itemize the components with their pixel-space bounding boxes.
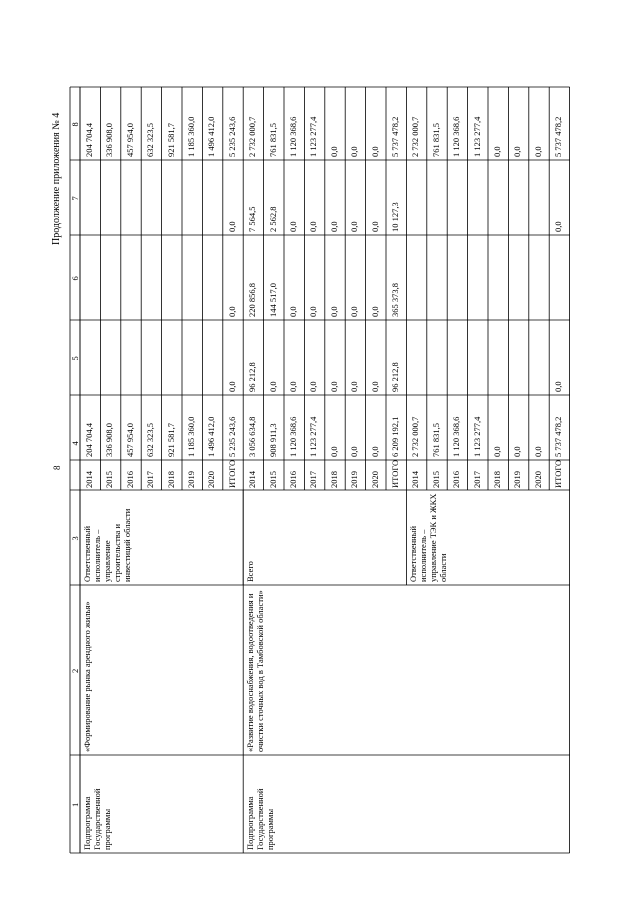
value-cell-v8: 5 737 478,2 [553, 116, 564, 157]
table-grid [50, 85, 595, 855]
value-cell-v8: 0,0 [492, 146, 502, 157]
value-cell-v8: 761 831,5 [430, 123, 441, 157]
value-cell-v4: 204 704,4 [84, 423, 94, 457]
column-number-5: 5 [70, 356, 80, 361]
value-cell-v4: 2 732 000,7 [410, 416, 421, 457]
value-cell-v4: 5 737 478,2 [553, 416, 564, 457]
value-cell-v8: 336 908,0 [104, 123, 115, 157]
value-cell-v8: 5 235 243,6 [226, 116, 237, 157]
value-cell-v5: 96 212,8 [390, 362, 400, 392]
executor-label: Ответственный исполнитель – управление строительства и инвестиций области [82, 508, 132, 582]
value-cell-v8: 1 185 360,0 [186, 116, 196, 157]
value-cell-v4: 1 185 360,0 [186, 416, 196, 457]
value-cell-v8: 5 737 478,2 [390, 116, 400, 157]
subprogram-label: Подпрограмма Государственной программы [245, 788, 276, 850]
column-number-1: 1 [70, 802, 80, 807]
value-cell-v8: 2 732 000,7 [247, 116, 258, 157]
executor-label: Всего [245, 561, 256, 582]
value-cell-v5: 0,0 [288, 381, 298, 392]
value-cell-v5: 96 212,8 [247, 362, 258, 392]
value-cell-v4: 0,0 [328, 446, 339, 457]
value-cell-v8: 1 120 368,6 [288, 116, 298, 157]
value-cell-v8: 457 954,0 [124, 123, 135, 157]
value-cell-v4: 632 323,5 [145, 423, 156, 457]
value-cell-v5: 0,0 [267, 381, 278, 392]
year-cell: 2014 [410, 471, 421, 488]
value-cell-v4: 908 911,3 [267, 423, 278, 457]
column-number-6: 6 [70, 276, 80, 281]
value-cell-v5: 0,0 [369, 381, 380, 392]
value-cell-v6: 0,0 [226, 306, 237, 317]
value-cell-v6: 0,0 [369, 306, 380, 317]
value-cell-v7: 0,0 [226, 221, 237, 232]
column-number-8: 8 [70, 122, 80, 127]
value-cell-v4: 0,0 [369, 446, 380, 457]
value-cell-v6: 0,0 [328, 306, 339, 317]
year-cell: 2019 [349, 471, 360, 488]
value-cell-v4: 5 235 243,6 [226, 416, 237, 457]
subprogram-label: Подпрограмма Государственной программы [82, 788, 112, 850]
value-cell-v8: 1 120 368,6 [451, 116, 462, 157]
value-cell-v8: 632 323,5 [145, 123, 156, 157]
value-cell-v6: 365 373,8 [390, 283, 400, 317]
year-cell: ИТОГО [553, 459, 564, 488]
value-cell-v4: 0,0 [512, 446, 523, 457]
column-number-4: 4 [70, 441, 80, 446]
value-cell-v6: 0,0 [349, 306, 360, 317]
value-cell-v6: 0,0 [288, 306, 298, 317]
value-cell-v8: 0,0 [512, 146, 523, 157]
value-cell-v4: 1 123 277,4 [308, 416, 319, 457]
value-cell-v6: 220 856,8 [247, 283, 258, 317]
page-number: 8 [52, 465, 62, 470]
year-cell: 2019 [186, 471, 196, 488]
value-cell-v4: 0,0 [492, 446, 502, 457]
executor-label: Ответственный исполнитель – управление ТЭК и ЖКХ области [408, 493, 449, 582]
value-cell-v6: 0,0 [308, 306, 319, 317]
value-cell-v5: 0,0 [553, 381, 564, 392]
value-cell-v4: 6 209 192,1 [390, 416, 400, 457]
value-cell-v7: 0,0 [369, 221, 380, 232]
year-cell: 2019 [512, 471, 523, 488]
value-cell-v7: 2 562,8 [267, 206, 278, 232]
value-cell-v4: 1 123 277,4 [471, 416, 482, 457]
value-cell-v8: 1 123 277,4 [471, 116, 482, 157]
value-cell-v8: 204 704,4 [84, 123, 94, 157]
value-cell-v8: 761 831,5 [267, 123, 278, 157]
value-cell-v7: 0,0 [328, 221, 339, 232]
year-cell: 2015 [267, 471, 278, 488]
year-cell: 2020 [206, 471, 217, 488]
value-cell-v8: 0,0 [349, 146, 360, 157]
year-cell: 2018 [165, 471, 176, 488]
value-cell-v5: 0,0 [328, 381, 339, 392]
value-cell-v7: 0,0 [308, 221, 319, 232]
value-cell-v8: 921 581,7 [165, 123, 176, 157]
subprogram-name: «Развитие водоснабжения, водоотведения и очистки сточных вод в Тамбовской области» [245, 590, 266, 752]
value-cell-v7: 7 564,5 [247, 206, 258, 232]
year-cell: ИТОГО [226, 459, 237, 488]
value-cell-v4: 0,0 [532, 446, 543, 457]
year-cell: 2020 [532, 471, 543, 488]
value-cell-v4: 336 908,0 [104, 423, 115, 457]
value-cell-v4: 761 831,5 [430, 423, 441, 457]
year-cell: ИТОГО [390, 459, 400, 488]
value-cell-v7: 0,0 [553, 221, 564, 232]
column-number-7: 7 [70, 196, 80, 201]
value-cell-v4: 1 120 368,6 [288, 416, 298, 457]
year-cell: 2014 [84, 471, 94, 488]
value-cell-v4: 457 954,0 [124, 423, 135, 457]
value-cell-v7: 0,0 [349, 221, 360, 232]
value-cell-v4: 1 496 412,0 [206, 416, 217, 457]
value-cell-v6: 144 517,0 [267, 283, 278, 317]
year-cell: 2016 [451, 471, 462, 488]
column-number-2: 2 [70, 668, 80, 673]
value-cell-v7: 0,0 [288, 221, 298, 232]
year-cell: 2018 [328, 471, 339, 488]
year-cell: 2015 [104, 471, 115, 488]
rotated-table-page [50, 85, 595, 855]
year-cell: 2020 [369, 471, 380, 488]
year-cell: 2017 [145, 471, 156, 488]
value-cell-v4: 0,0 [349, 446, 360, 457]
value-cell-v5: 0,0 [226, 381, 237, 392]
value-cell-v5: 0,0 [349, 381, 360, 392]
value-cell-v4: 921 581,7 [165, 423, 176, 457]
year-cell: 2017 [471, 471, 482, 488]
appendix-title: Продолжение приложения № 4 [51, 112, 62, 245]
value-cell-v5: 0,0 [308, 381, 319, 392]
value-cell-v8: 2 732 000,7 [410, 116, 421, 157]
year-cell: 2014 [247, 471, 258, 488]
value-cell-v4: 3 056 634,8 [247, 416, 258, 457]
subprogram-name: «Формирование рынка арендного жилья» [82, 601, 92, 752]
value-cell-v8: 0,0 [328, 146, 339, 157]
year-cell: 2015 [430, 471, 441, 488]
year-cell: 2018 [492, 471, 502, 488]
value-cell-v8: 1 123 277,4 [308, 116, 319, 157]
value-cell-v8: 0,0 [369, 146, 380, 157]
value-cell-v8: 0,0 [532, 146, 543, 157]
year-cell: 2016 [124, 471, 135, 488]
value-cell-v8: 1 496 412,0 [206, 116, 217, 157]
year-cell: 2016 [288, 471, 298, 488]
column-number-3: 3 [70, 536, 80, 541]
value-cell-v7: 10 127,3 [390, 202, 400, 232]
year-cell: 2017 [308, 471, 319, 488]
value-cell-v4: 1 120 368,6 [451, 416, 462, 457]
